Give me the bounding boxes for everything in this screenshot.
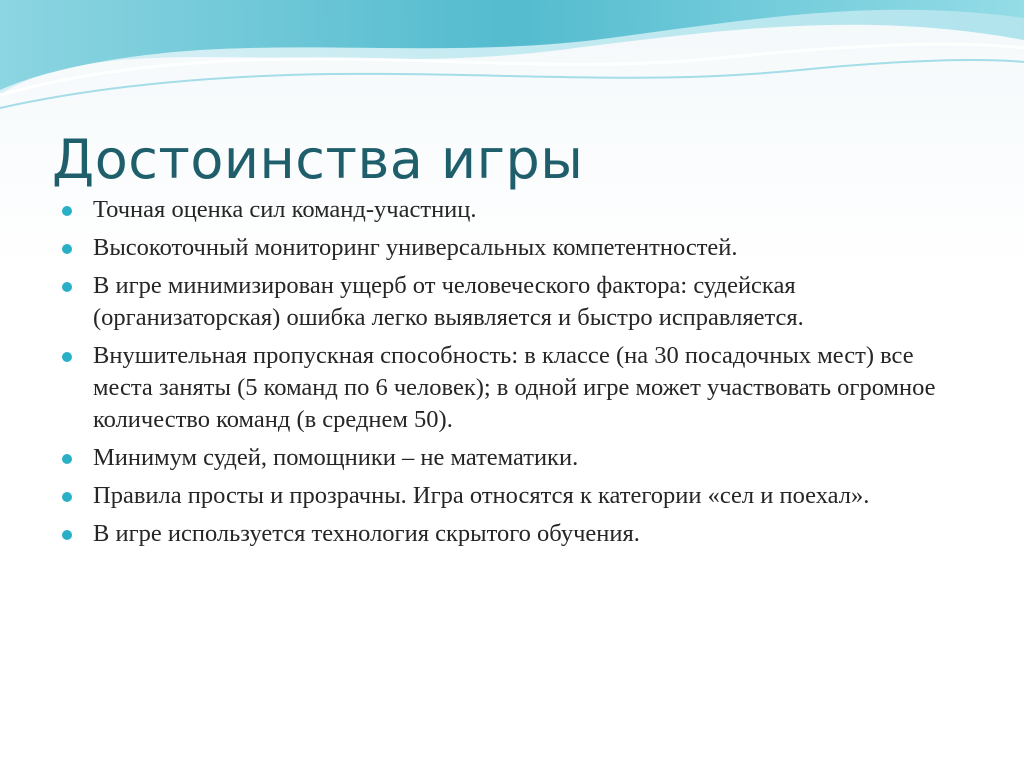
- bullet-text: Минимум судей, помощники – не математики.: [93, 444, 579, 471]
- bullet-text: Точная оценка сил команд-участниц.: [93, 196, 477, 223]
- list-item: [62, 340, 962, 436]
- bullet-text: В игре минимизирован ущерб от человеческого фактора: судейская (организаторская) ошибка легко выявляется и быстро исправляется.: [93, 272, 804, 331]
- list-item: [62, 518, 962, 550]
- bullet-list: [62, 194, 962, 556]
- bullet-text: Внушительная пропускная способность: в классе (на 30 посадочных мест) все места заняты (5 команд по 6 человек); в одной игре может участвовать огромное количество команд (в среднем 50).: [93, 342, 936, 433]
- bullet-dot-icon: [62, 454, 72, 464]
- bullet-text: В игре используется технология скрытого обучения.: [93, 520, 640, 547]
- list-item: [62, 480, 962, 512]
- bullet-dot-icon: [62, 206, 72, 216]
- list-item: [62, 232, 962, 264]
- bullet-dot-icon: [62, 352, 72, 362]
- slide-title: Достоинства игры: [52, 128, 584, 191]
- bullet-text: Правила просты и прозрачны. Игра относятся к категории «сел и поехал».: [93, 482, 870, 509]
- bullet-text: Высокоточный мониторинг универсальных компетентностей.: [93, 234, 738, 261]
- decorative-wave-header: [0, 0, 1024, 130]
- list-item: [62, 442, 962, 474]
- bullet-dot-icon: [62, 244, 72, 254]
- list-item: [62, 194, 962, 226]
- list-item: [62, 270, 962, 334]
- bullet-dot-icon: [62, 492, 72, 502]
- bullet-dot-icon: [62, 282, 72, 292]
- bullet-dot-icon: [62, 530, 72, 540]
